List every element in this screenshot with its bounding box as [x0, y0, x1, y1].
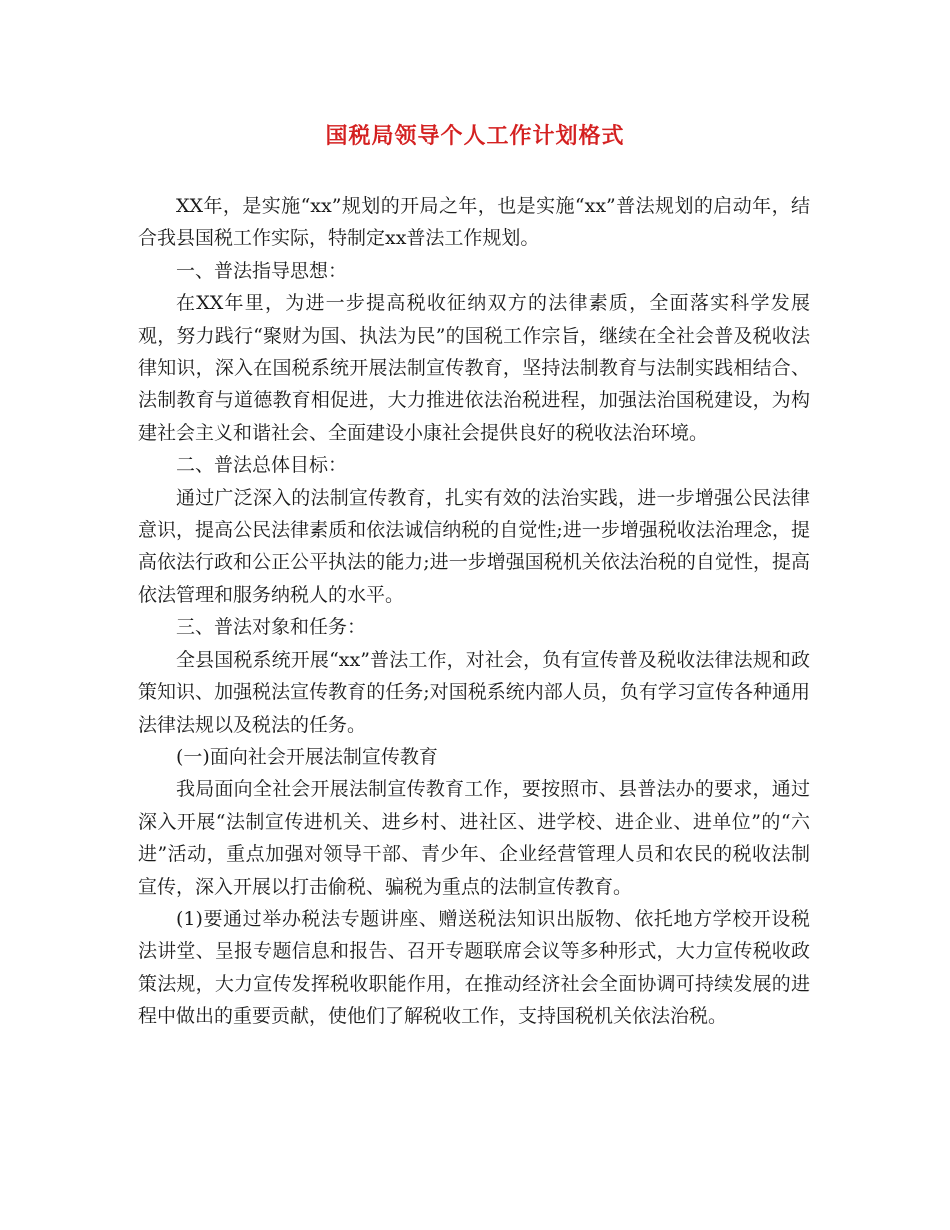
- paragraph-guiding-ideology: 在XX年里，为进一步提高税收征纳双方的法律素质，全面落实科学发展观，努力践行“聚财为国、执法为民”的国税工作宗旨，继续在全社会普及税收法律知识，深入在国税系统开展法制宣传教育，坚持法制教育与法制实践相结合、法制教育与道德教育相促进，大力推进依法治税进程，加强法治国税建设，为构建社会主义和谐社会、全面建设小康社会提供良好的税收法治环境。: [138, 292, 810, 444]
- paragraph-targets-tasks: 全县国税系统开展“xx”普法工作，对社会，负有宣传普及税收法律法规和政策知识、加强税法宣传教育的任务;对国税系统内部人员，负有学习宣传各种通用法律法规以及税法的任务。: [138, 648, 810, 736]
- document-title: 国税局领导个人工作计划格式: [325, 123, 625, 149]
- paragraph-intro: XX年，是实施“xx”规划的开局之年，也是实施“xx”普法规划的启动年，结合我县国税工作实际，特制定xx普法工作规划。: [138, 195, 810, 250]
- subsection-heading-1: (一)面向社会开展法制宣传教育: [176, 745, 438, 768]
- paragraph-item-1: (1)要通过举办税法专题讲座、赠送税法知识出版物、依托地方学校开设税法讲堂、呈报专题信息和报告、召开专题联席会议等多种形式，大力宣传税收政策法规，大力宣传发挥税收职能作用，在推动经济社会全面协调可持续发展的进程中做出的重要贡献，使他们了解税收工作，支持国税机关依法治税。: [138, 907, 810, 1028]
- section-heading-3: 三、普法对象和任务：: [176, 616, 367, 639]
- paragraph-social-education: 我局面向全社会开展法制宣传教育工作，要按照市、县普法办的要求，通过深入开展“法制宣传进机关、进乡村、进社区、进学校、进企业、进单位”的“六进”活动，重点加强对领导干部、青少年、企业经营管理人员和农民的税收法制宣传，深入开展以打击偷税、骗税为重点的法制宣传教育。: [138, 778, 810, 898]
- section-heading-2: 二、普法总体目标：: [176, 454, 348, 477]
- paragraph-overall-goals: 通过广泛深入的法制宣传教育，扎实有效的法治实践，进一步增强公民法律意识，提高公民法律素质和依法诚信纳税的自觉性;进一步增强税收法治理念，提高依法行政和公正公平执法的能力;进一步增强国税机关依法治税的自觉性，提高依法管理和服务纳税人的水平。: [138, 486, 810, 606]
- section-heading-1: 一、普法指导思想：: [176, 259, 348, 282]
- document-body: [138, 190, 810, 1033]
